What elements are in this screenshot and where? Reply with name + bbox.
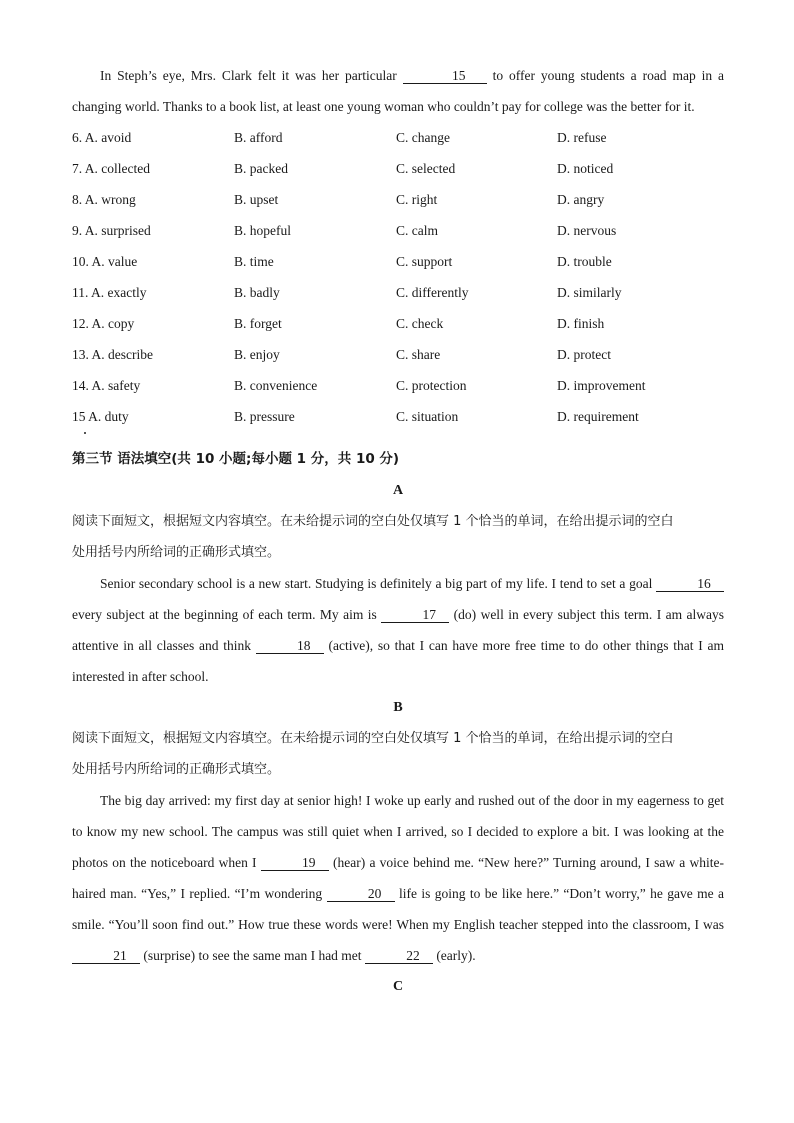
blank-18: 18 — [256, 638, 324, 654]
options-table — [72, 122, 724, 432]
part-c-heading: C — [392, 979, 404, 994]
stray-dot — [84, 432, 86, 434]
option-row: 12. A. copy B. forget C. check D. finish — [72, 315, 605, 331]
blank-17: 17 — [381, 607, 449, 623]
option-row: 13. A. describe B. enjoy C. share D. protect — [72, 346, 611, 362]
blank-19: 19 — [261, 855, 329, 871]
option-row: 6. A. avoid B. afford C. change D. refuse — [72, 129, 607, 145]
part-a-passage: Senior secondary school is a new start. Studying is definitely a big part of my life. I tend to set a goal 16 every subject at the beginning of each term. My aim is 17 (do) well in every subject this term. I am always attentive in all classes and think 18 (active), so that I can have more free time to do other things that I am interested in after school. — [72, 576, 725, 684]
blank-20: 20 — [327, 886, 395, 902]
option-row: 10. A. value B. time C. support D. trouble — [72, 253, 612, 269]
option-row: 9. A. surprised B. hopeful C. calm D. nervous — [72, 222, 617, 238]
part-b-passage: The big day arrived: my first day at senior high! I woke up early and rushed out of the door in my eagerness to get to know my new school. The campus was still quiet when I arrived, so I decided to explore a bit. I was looking at the photos on the noticeboard when I 19 (hear) a voice behind me. “New here?” Turning around, I saw a white-haired man. “Yes,” I replied. “I’m wondering 20 life is going to be like here.” “Don’t worry,” he gave me a smile. “You’ll soon find out.” How true these words were! When my English teacher stepped into the classroom, I was 21 (surprise) to see the same man I had met 22 (early). — [72, 793, 725, 963]
blank-16: 16 — [656, 576, 724, 592]
section3-title: 第三节 语法填空(共 10 小题;每小题 1 分，共 10 分) — [72, 451, 400, 467]
option-row: 7. A. collected B. packed C. selected D. noticed — [72, 160, 614, 176]
blank-15: 15 — [403, 68, 487, 84]
option-row: 14. A. safety B. convenience C. protection D. improvement — [72, 377, 646, 393]
part-b-instruction-line1: 阅读下面短文，根据短文内容填空。在未给提示词的空白处仅填写 1 个恰当的单词，在给出提示词的空白 — [72, 731, 674, 746]
option-row: 8. A. wrong B. upset C. right D. angry — [72, 191, 605, 207]
intro-paragraph: In Steph’s eye, Mrs. Clark felt it was her particular 15 to offer young students a road map in a changing world. Thanks to a book list, at least one young woman who couldn’t pay for college was the better for it. — [72, 68, 724, 114]
part-b-heading: B — [393, 700, 403, 715]
document-page — [72, 60, 724, 1002]
part-a-instruction-line1: 阅读下面短文，根据短文内容填空。在未给提示词的空白处仅填写 1 个恰当的单词，在给出提示词的空白 — [72, 514, 674, 529]
blank-22: 22 — [365, 948, 433, 964]
option-row: 11. A. exactly B. badly C. differently D. similarly — [72, 284, 622, 300]
part-a-heading: A — [392, 483, 404, 498]
blank-21: 21 — [72, 948, 140, 964]
part-b-instruction-line2: 处用括号内所给词的正确形式填空。 — [72, 762, 281, 777]
option-row: 15 A. duty B. pressure C. situation D. requirement — [72, 408, 639, 424]
part-a-instruction-line2: 处用括号内所给词的正确形式填空。 — [72, 545, 281, 560]
